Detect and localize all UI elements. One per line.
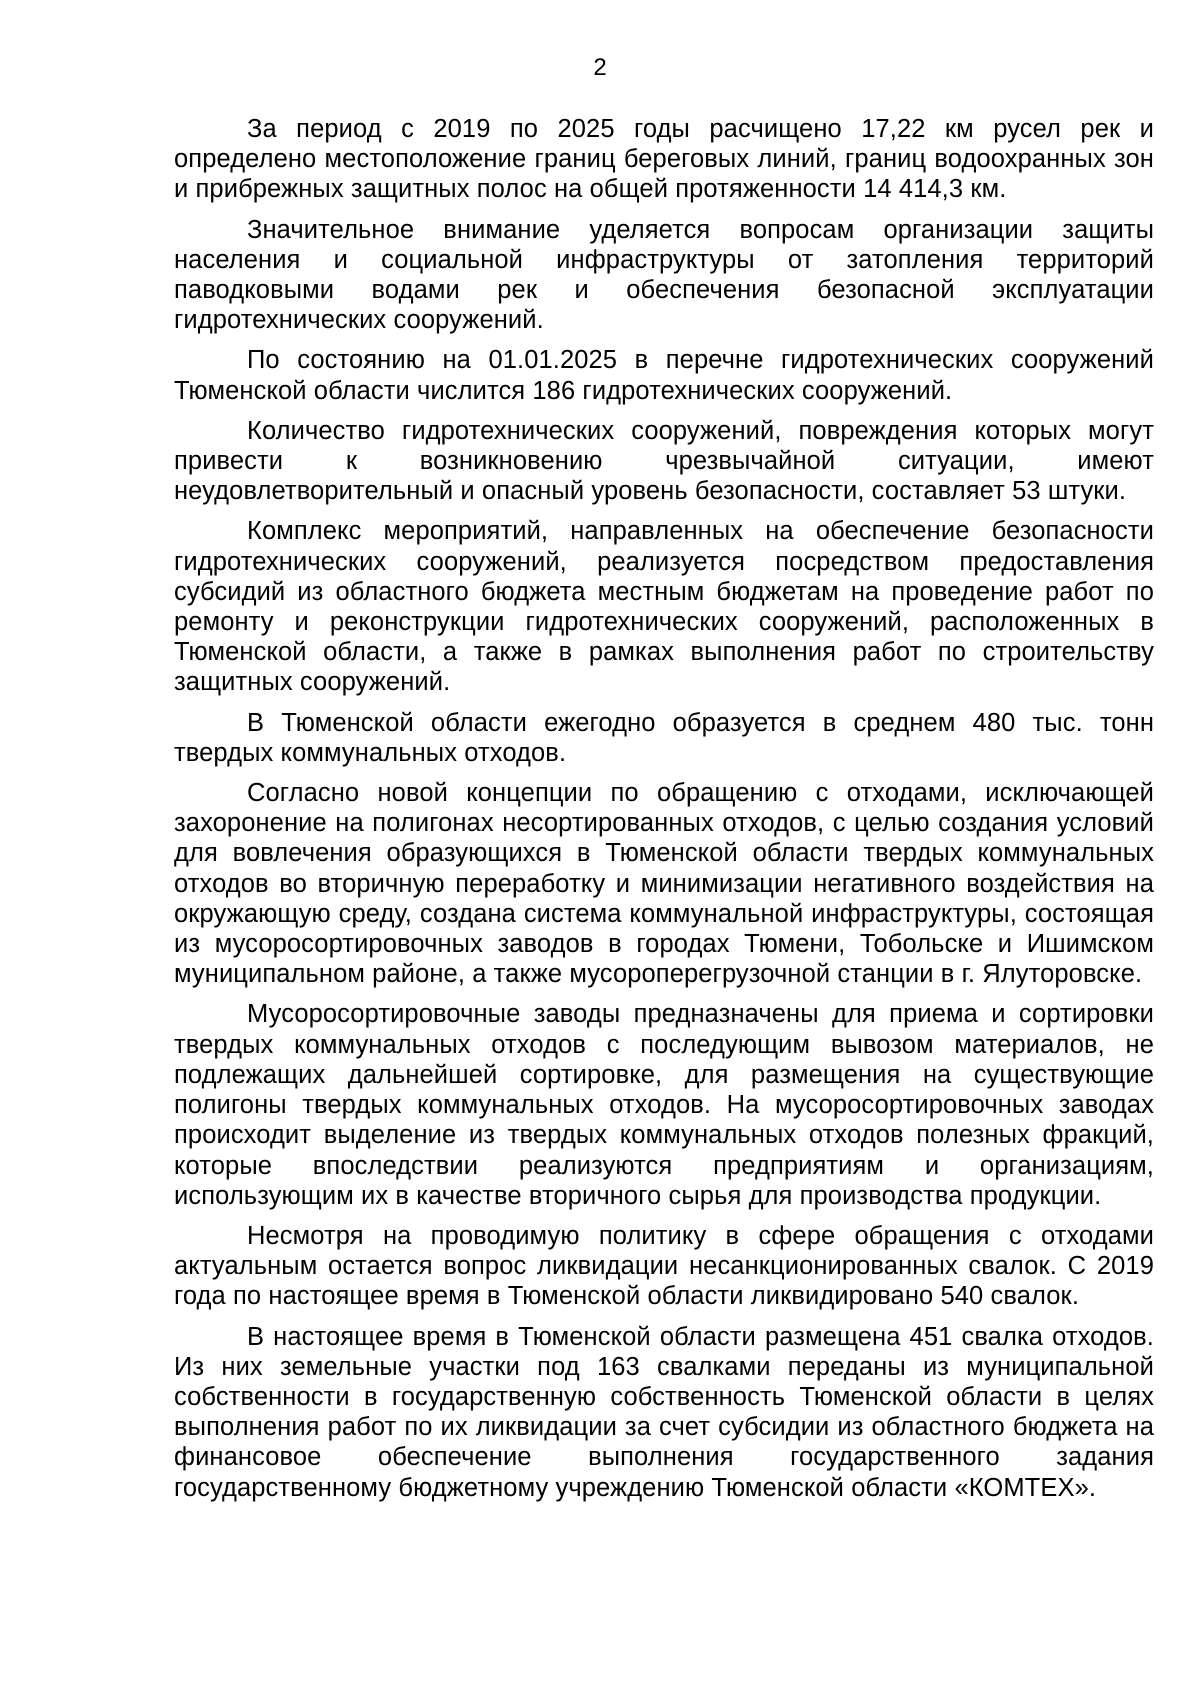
paragraph-illegal-dumps: Несмотря на проводимую политику в сфере обращения с отходами актуальным остается вопрос ликвидации несанкционированных свалок. С 2019 года по настоящее время в Тюменской области ликвидировано 540 свалок. (174, 1221, 1154, 1311)
paragraph-dump-sites: В настоящее время в Тюменской области размещена 451 свалка отходов. Из них земельные участки под 163 свалками переданы из муниципальной собственности в государственную собственность Тюменской области в целях выполнения работ по их ликвидации за счет субсидии из областного бюджета на финансовое обеспечение выполнения государственного задания государственному бюджетному учреждению Тюменской области «КОМТЕХ». (174, 1322, 1154, 1502)
paragraph-sorting-plants: Мусоросортировочные заводы предназначены для приема и сортировки твердых коммунальных отходов с последующим вывозом материалов, не подлежащих дальнейшей сортировке, для размещения на существующие полигоны твердых коммунальных отходов. На мусоросортировочных заводах происходит выделение из твердых коммунальных отходов полезных фракций, которые впоследствии реализуются предприятиям и организациям, использующим их в качестве вторичного сырья для производства продукции. (174, 1000, 1154, 1210)
paragraph-river-clearing: За период с 2019 по 2025 годы расчищено 17,22 км русел рек и определено местоположение границ береговых линий, границ водоохранных зон и прибрежных защитных полос на общей протяженности 14 414,3 км. (174, 115, 1154, 204)
paragraph-waste-volume: В Тюменской области ежегодно образуется в среднем 480 тыс. тонн твердых коммунальных отходов. (174, 708, 1154, 767)
page-number: 2 (593, 54, 607, 81)
paragraph-unsafe-structures: Количество гидротехнических сооружений, повреждения которых могут привести к возникновению чрезвычайной ситуации, имеют неудовлетворительный и опасный уровень безопасности, составляет 53 штуки. (174, 416, 1154, 506)
paragraph-flood-protection: Значительное внимание уделяется вопросам организации защиты населения и социальной инфраструктуры от затопления территорий паводковыми водами рек и обеспечения безопасной эксплуатации гидротехнических сооружений. (174, 215, 1154, 335)
paragraph-waste-concept: Согласно новой концепции по обращению с отходами, исключающей захоронение на полигонах несортированных отходов, с целью создания условий для вовлечения образующихся в Тюменской области твердых коммунальных отходов во вторичную переработку и минимизации негативного воздействия на окружающую среду, создана система коммунальной инфраструктуры, состоящая из мусоросортировочных заводов в городах Тюмени, Тобольске и Ишимском муниципальном районе, а также мусороперегрузочной станции в г. Ялуторовске. (174, 779, 1154, 989)
document-body (174, 114, 1154, 1513)
paragraph-hydro-structures-count: По состоянию на 01.01.2025 в перечне гидротехнических сооружений Тюменской области числится 186 гидротехнических сооружений. (174, 346, 1154, 405)
paragraph-safety-measures: Комплекс мероприятий, направленных на обеспечение безопасности гидротехнических сооружений, реализуется посредством предоставления субсидий из областного бюджета местным бюджетам на проведение работ по ремонту и реконструкции гидротехнических сооружений, расположенных в Тюменской области, а также в рамках выполнения работ по строительству защитных сооружений. (174, 517, 1154, 697)
